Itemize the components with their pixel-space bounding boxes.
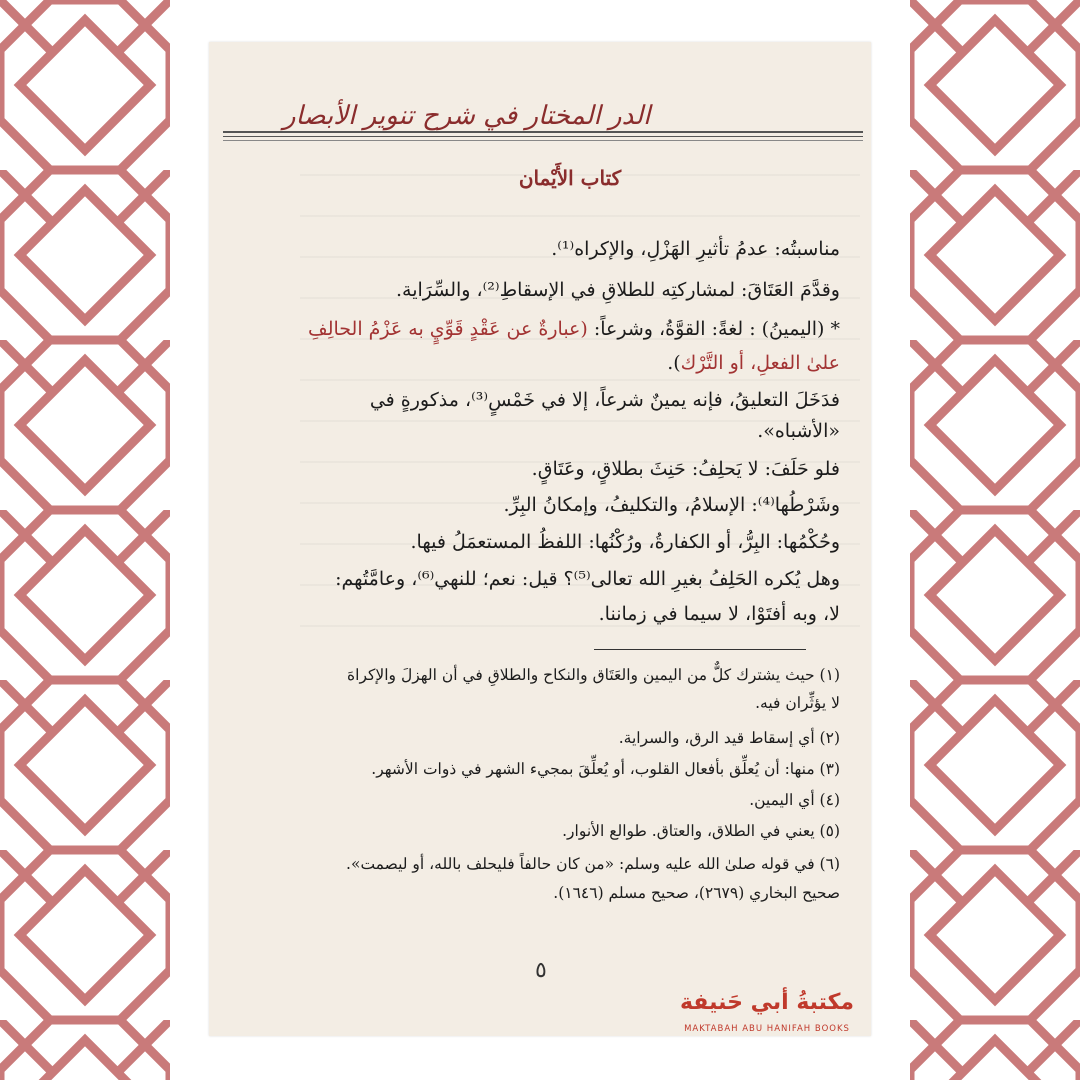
footnote: لا يؤثِّران فيه. bbox=[755, 694, 840, 712]
body-line: مناسبتُه: عدمُ تأثيرِ الهَزْلِ، والإكراه⁽¹⁾. bbox=[551, 238, 840, 260]
body-text: ). bbox=[667, 352, 681, 374]
body-line: وقدَّمَ العَتَاقَ: لمشاركتِه للطلاقِ في الإسقاطِ⁽²⁾، والسِّرَاية. bbox=[395, 279, 840, 301]
footnote-divider bbox=[594, 649, 806, 650]
footnote: (٥) يعني في الطلاق، والعتاق. طوالع الأنوار. bbox=[562, 822, 840, 840]
footnote: صحيح البخاري (٢٦٧٩)، صحيح مسلم (١٦٤٦). bbox=[553, 884, 840, 902]
left-geometric-pattern bbox=[0, 0, 170, 1080]
body-line: لا، وبه أفتَوْا، لا سيما في زماننا. bbox=[598, 603, 840, 625]
body-line: فدَخَلَ التعليقُ، فإنه يمينٌ شرعاً، إلا في خَمْسٍ⁽³⁾، مذكورةٍ في bbox=[369, 389, 840, 411]
body-text: * (اليمينُ) : لغةً: القوَّةُ، وشرعاً: bbox=[587, 318, 840, 340]
page-number: ٥ bbox=[535, 958, 547, 983]
footnote: (٦) في قوله صلىٰ الله عليه وسلم: «من كان حالفاً فليحلف بالله، أو ليصمت». bbox=[346, 855, 840, 873]
body-line: فلو حَلَفَ: لا يَحلِفُ: حَنِثَ بطلاقٍ، وعَتَاقٍ. bbox=[531, 458, 840, 480]
header-rule bbox=[223, 131, 863, 133]
footnote: (٤) أي اليمين. bbox=[749, 791, 840, 809]
body-line: «الأشباه». bbox=[757, 420, 840, 442]
body-line: وحُكْمُها: البِرُّ، أو الكفارةُ، ورُكْنُها: اللفظُ المستعمَلُ فيها. bbox=[410, 531, 840, 553]
running-header-title: الدر المختار في شرح تنوير الأبصار bbox=[283, 101, 651, 131]
footnote: (٣) منها: أن يُعلِّق بأفعال القلوب، أو يُعلِّقَ بمجيء الشهر في ذوات الأشهر. bbox=[371, 760, 840, 778]
footnote: (٢) أي إسقاط قيد الرق، والسراية. bbox=[618, 729, 840, 747]
header-rule bbox=[223, 136, 863, 137]
body-line bbox=[667, 352, 840, 374]
publisher-logo: مكتبةُ أبي حَنيفة bbox=[679, 990, 855, 1015]
publisher-logo-subtitle: MAKTABAH ABU HANIFAH BOOKS bbox=[684, 1024, 850, 1034]
matn-text: علىٰ الفعلِ، أو التَّرْك bbox=[680, 352, 840, 374]
chapter-title: كتاب الأَيْمان bbox=[518, 166, 622, 190]
body-line: وهل يُكره الحَلِفُ بغيرِ الله تعالى⁽⁵⁾؟ قيل: نعم؛ للنهي⁽⁶⁾، وعامَّتُهم: bbox=[335, 568, 840, 590]
body-line bbox=[308, 318, 840, 340]
matn-text: (عبارةٌ عن عَقْدٍ قَوِّيٍ به عَزْمُ الحالِفِ bbox=[308, 318, 588, 340]
footnote: (١) حيث يشترك كلٌّ من اليمين والعَتَاق والنكاح والطلاقِ في أن الهزلَ والإكراهَ bbox=[347, 666, 840, 684]
right-geometric-pattern bbox=[910, 0, 1080, 1080]
body-line: وشَرْطُها⁽⁴⁾: الإسلامُ، والتكليفُ، وإمكانُ البِرِّ. bbox=[503, 494, 840, 516]
header-rule bbox=[223, 140, 863, 141]
